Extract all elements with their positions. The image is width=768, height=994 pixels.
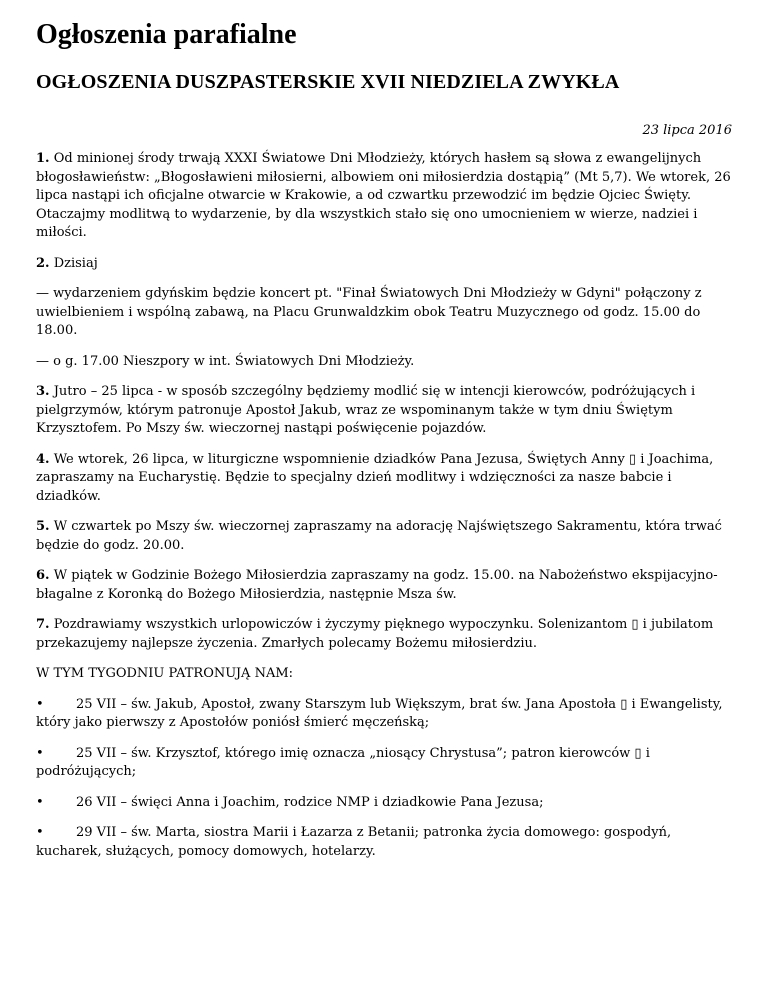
announcement-1 (36, 150, 732, 243)
bullet-icon: • (36, 794, 44, 810)
announcement-text: Jutro – 25 lipca - w sposób szczególny będziemy modlić się w intencji kierowców, podróżujących i pielgrzymów, którym patronuje Apostoł Jakub, wraz ze wspominanym także w tym dniu Świętym Krzysztofem. Po Mszy św. wieczornej nastąpi poświęcenie pojazdów. (36, 384, 696, 436)
bullet-icon: • (36, 745, 44, 761)
announcement-text: Dzisiaj (49, 255, 98, 271)
announcement-2-sub-1: — wydarzeniem gdyńskim będzie koncert pt. "Finał Światowych Dni Młodzieży w Gdyni" połączony z uwielbieniem i wspólną zabawą, na Placu Grunwaldzkim obok Teatru Muzycznego od godz. 15.00 do 18.00. (36, 286, 702, 338)
page-subtitle: OGŁOSZENIA DUSZPASTERSKIE XVII NIEDZIELA ZWYKŁA (36, 71, 620, 93)
announcement-4 (36, 451, 732, 507)
patron-item (36, 696, 732, 733)
announcement-number: 6. (36, 568, 50, 583)
announcement-number: 3. (36, 384, 50, 399)
patron-item (36, 824, 732, 861)
patron-text: 25 VII – św. Krzysztof, którego imię oznacza „niosący Chrystusa”; patron kierowców ▯ i podróżujących; (36, 745, 650, 779)
patrons-heading: W TYM TYGODNIU PATRONUJĄ NAM: (36, 666, 294, 681)
patron-item (36, 794, 732, 813)
document-page (36, 18, 732, 873)
patron-item (36, 745, 732, 782)
announcement-2-sub-2: — o g. 17.00 Nieszpory w int. Światowych Dni Młodzieży. (36, 353, 415, 369)
page-title: Ogłoszenia parafialne (36, 19, 297, 50)
announcement-3 (36, 383, 732, 439)
announcement-text: We wtorek, 26 lipca, w liturgiczne wspomnienie dziadków Pana Jezusa, Świętych Anny ▯ i Joachima, zapraszamy na Eucharystię. Będzie to specjalny dzień modlitwy i wdzięczności za nasze babcie i dziadków. (36, 451, 714, 504)
bullet-icon: • (36, 696, 44, 712)
bullet-icon: • (36, 825, 44, 840)
announcement-text: W czwartek po Mszy św. wieczornej zapraszamy na adorację Najświętszego Sakramentu, która trwać będzie do godz. 20.00. (36, 519, 722, 553)
announcement-5 (36, 518, 732, 555)
announcement-date: 23 lipca 2016 (642, 123, 732, 138)
announcement-text: Pozdrawiamy wszystkich urlopowiczów i życzymy pięknego wypoczynku. Solenizantom ▯ i jubilatom przekazujemy najlepsze życzenia. Zmarłych polecamy Bożemu miłosierdziu. (36, 617, 714, 651)
announcement-text: Od minionej środy trwają XXXI Światowe Dni Młodzieży, których hasłem są słowa z ewangelijnych błogosławieństw: „Błogosławieni miłosierni, albowiem oni miłosierdzia dostąpią” (Mt 5,7). We wtorek, 26 lipca nastąpi ich oficjalne otwarcie w Krakowie, a od czwartku przewodzić im będzie Ojciec Święty. Otaczajmy modlitwą to wydarzenie, by dla wszystkich stało się ono umocnieniem w wierze, nadziei i miłości. (36, 151, 731, 240)
patron-text: 26 VII – święci Anna i Joachim, rodzice NMP i dziadkowie Pana Jezusa; (76, 794, 544, 810)
patron-text: 25 VII – św. Jakub, Apostoł, zwany Starszym lub Większym, brat św. Jana Apostoła ▯ i Ewangelisty, który jako pierwszy z Apostołów poniósł śmierć męczeńską; (36, 696, 723, 730)
patron-text: 29 VII – św. Marta, siostra Marii i Łazarza z Betanii; patronka życia domowego: gospodyń, kucharek, służących, pomocy domowych, hotelarzy. (36, 825, 672, 859)
announcement-7 (36, 616, 732, 653)
announcement-number: 7. (36, 617, 50, 632)
announcement-6 (36, 567, 732, 604)
announcement-number: 2. (36, 255, 50, 271)
announcement-number: 4. (36, 451, 50, 467)
announcement-number: 5. (36, 519, 50, 534)
announcement-number: 1. (36, 151, 50, 166)
announcement-text: W piątek w Godzinie Bożego Miłosierdzia zapraszamy na godz. 15.00. na Nabożeństwo ekspijacyjno-błagalne z Koronką do Bożego Miłosierdzia, następnie Msza św. (36, 568, 718, 602)
announcement-2 (36, 255, 732, 274)
